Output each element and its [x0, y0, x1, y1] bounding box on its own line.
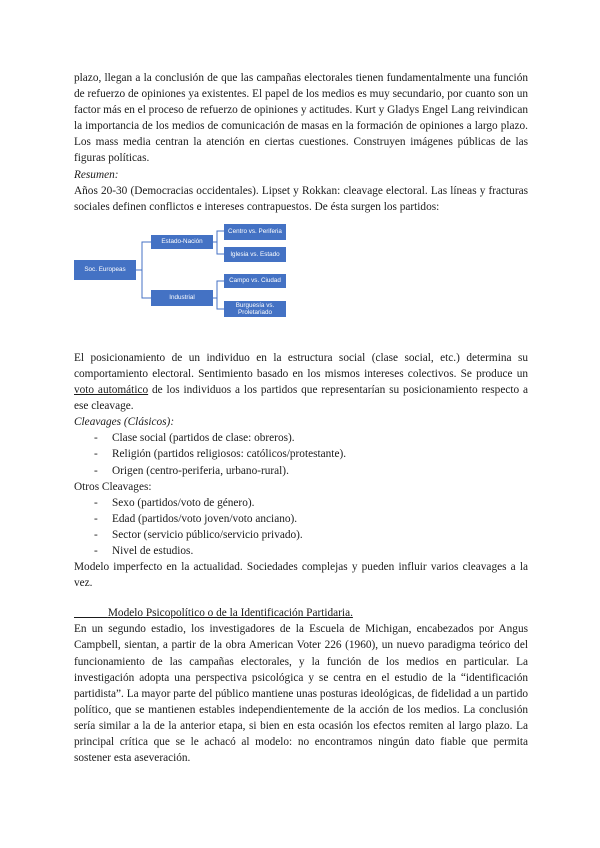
pos-text-end: de los individuos a los partidos que representarían su posicionamiento respecto a ese cleavage.: [74, 384, 528, 413]
node-estado-nacion: Estado-Nación: [151, 235, 213, 249]
resumen-label: Resumen:: [74, 168, 119, 181]
cleavages-label: Cleavages (Clásicos):: [74, 416, 175, 429]
cleavages-list: [74, 430, 528, 478]
list-item: - Religión (partidos religiosos: católicos/protestante).: [94, 446, 528, 462]
intro-paragraph: plazo, llegan a la conclusión de que las campañas electorales tienen fundamentalmente una función de refuerzo de opiniones ya existentes. El papel de los medios es muy secundario, por cuanto son un factor más en el proceso de refuerzo de opiniones y actitudes. Kurt y Gladys Engel Lang reivindican la importancia de los medios de comunicación de masas en la formación de opiniones a largo plazo. Los mass media centran la atención en ciertas cuestiones. Construyen imágenes públicas de las figuras políticas.: [74, 72, 528, 165]
final-paragraph: En un segundo estadio, los investigadores de la Escuela de Michigan, encabezados por Angus Campbell, sientan, a partir de la obra American Voter 226 (1960), un nuevo paradigma teórico del funcionamiento de las campañas electorales, y la función de los medios en particular. La investigación adopta una perspectiva psicológica y se centra en el estudio de la “identificación partidista”. La mayor parte del público mantiene unas posturas ideológicas, de fidelidad a un partido político, que se mantienen estables independientemente de la acción de los medios. La conclusión sería similar a la de la anterior etapa, si bien en esta ocasión los efectos remiten al largo plazo. La principal crítica que se le achacó al modelo: no encontramos ningún dato fiable que permita sostener esta aseveración.: [74, 623, 528, 765]
node-iglesia-estado: Iglesia vs. Estado: [224, 247, 286, 262]
voto-automatico-underlined: voto automático: [74, 384, 149, 397]
list-item: - Nivel de estudios.: [94, 543, 528, 559]
section-heading: [74, 605, 528, 621]
node-root: Soc. Europeas: [74, 260, 136, 280]
node-burguesia-proletariado: Burguesía vs. Proletariado: [224, 301, 286, 317]
posicionamiento-paragraph: [74, 350, 528, 414]
heading-text: Modelo Psicopolítico o de la Identificación Partidaria.: [107, 607, 353, 620]
document-page: [74, 70, 528, 766]
list-item: - Edad (partidos/voto joven/voto anciano).: [94, 511, 528, 527]
list-item: - Clase social (partidos de clase: obreros).: [94, 430, 528, 446]
otros-label: Otros Cleavages:: [74, 480, 152, 493]
cleavage-diagram: [74, 230, 528, 338]
modelo-paragraph: Modelo imperfecto en la actualidad. Sociedades complejas y pueden influir varios cleavages a la vez.: [74, 561, 528, 590]
heading-indent: [74, 607, 108, 619]
pos-text-start: El posicionamiento de un individuo en la estructura social (clase social, etc.) determina su comportamiento electoral. Sentimiento basado en los mismos intereses colectivos. Se produce un: [74, 351, 528, 380]
diagram-connectors: [74, 230, 528, 338]
node-centro-periferia: Centro vs. Periferia: [224, 224, 286, 240]
node-campo-ciudad: Campo vs. Ciudad: [224, 274, 286, 288]
list-item: - Origen (centro-periferia, urbano-rural).: [94, 463, 528, 479]
resumen-paragraph: Años 20-30 (Democracias occidentales). Lipset y Rokkan: cleavage electoral. Las líneas y fracturas sociales definen conflictos e intereses contrapuestos. De ésta surgen los partidos:: [74, 184, 528, 213]
list-item: - Sector (servicio público/servicio privado).: [94, 527, 528, 543]
node-industrial: Industrial: [151, 290, 213, 306]
otros-cleavages-list: [74, 495, 528, 559]
list-item: - Sexo (partidos/voto de género).: [94, 495, 528, 511]
